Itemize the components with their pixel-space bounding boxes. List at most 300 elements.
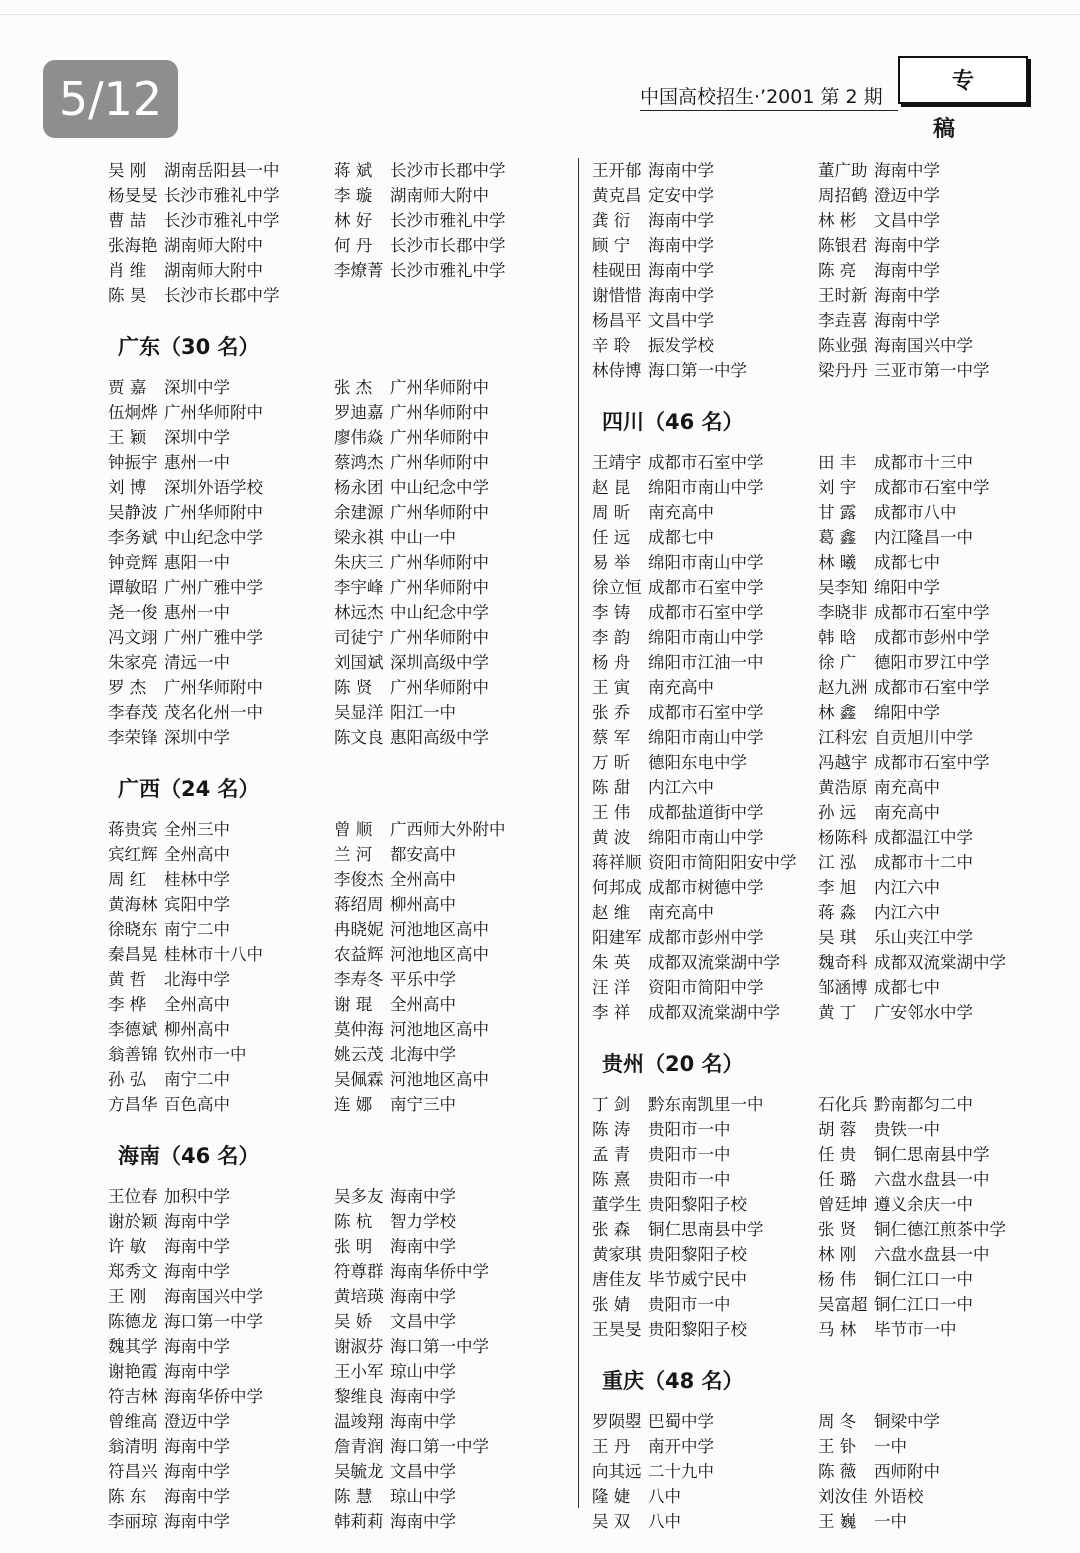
student-entry: [108, 842, 334, 867]
student-entry: [592, 1317, 818, 1342]
school-name: 海南中学: [164, 1512, 230, 1531]
student-entry: [818, 1192, 1044, 1217]
student-list: [108, 158, 578, 308]
school-name: 贵阳黎阳子校: [648, 1195, 747, 1214]
school-name: 外语校: [874, 1487, 924, 1506]
student-name: 谭敏昭: [108, 578, 158, 597]
school-name: 南充高中: [874, 803, 940, 822]
student-name: 李宇峰: [334, 578, 384, 597]
student-entry: [592, 258, 818, 283]
school-name: 绵阳市南山中学: [648, 628, 764, 647]
student-name: 李燎菁: [334, 261, 384, 280]
student-entry: [818, 850, 1044, 875]
school-name: 河池地区高中: [390, 945, 489, 964]
section-spacer: [592, 1342, 1062, 1353]
right-column: [592, 158, 1062, 1545]
student-name: 陈 涛: [592, 1120, 631, 1139]
student-entry: [108, 258, 334, 283]
student-entry: [108, 1209, 334, 1234]
school-name: 贵阳黎阳子校: [648, 1320, 747, 1339]
student-name: 李 祥: [592, 1003, 631, 1022]
student-name: 杨 舟: [592, 653, 631, 672]
student-name: 徐 广: [818, 653, 857, 672]
student-entry: [818, 258, 1044, 283]
student-entry: [108, 1092, 334, 1117]
student-name: 郑秀文: [108, 1262, 158, 1281]
student-name: 吴静波: [108, 503, 158, 522]
student-entry: [818, 1092, 1044, 1117]
school-name: 资阳市简阳中学: [648, 978, 764, 997]
student-entry: [108, 817, 334, 842]
student-name: 陈银君: [818, 236, 868, 255]
student-entry: [818, 308, 1044, 333]
student-name: 许 敏: [108, 1237, 147, 1256]
school-name: 海南华侨中学: [164, 1387, 263, 1406]
student-name: 蒋祥顺: [592, 853, 642, 872]
school-name: 成都市十二中: [874, 853, 973, 872]
student-entry: [108, 158, 334, 183]
province-section: [592, 1353, 1062, 1545]
student-entry: [818, 825, 1044, 850]
student-name: 朱 英: [592, 953, 631, 972]
student-name: 张 贤: [818, 1220, 857, 1239]
school-name: 广州华师附中: [164, 503, 263, 522]
student-name: 林远杰: [334, 603, 384, 622]
province-section: [108, 761, 578, 1128]
school-name: 海南中学: [390, 1237, 456, 1256]
student-name: 王位春: [108, 1187, 158, 1206]
student-name: 董广助: [818, 161, 868, 180]
section-spacer: [592, 383, 1062, 394]
student-name: 赵 维: [592, 903, 631, 922]
school-name: 成都市石室中学: [874, 678, 990, 697]
school-name: 北海中学: [390, 1045, 456, 1064]
student-entry: [818, 1142, 1044, 1167]
school-name: 湖南岳阳县一中: [164, 161, 280, 180]
school-name: 海南中学: [648, 286, 714, 305]
student-name: 姚云茂: [334, 1045, 384, 1064]
student-entry: [592, 1434, 818, 1459]
student-entry: [592, 575, 818, 600]
student-entry: [818, 1459, 1044, 1484]
student-entry: [818, 1292, 1044, 1317]
school-name: 广州华师附中: [390, 553, 489, 572]
student-name: 王 寅: [592, 678, 631, 697]
student-name: 韩 晗: [818, 628, 857, 647]
school-name: 桂林市十八中: [164, 945, 263, 964]
school-name: 成都市彭州中学: [874, 628, 990, 647]
student-entry: [818, 500, 1044, 525]
school-name: 海南中学: [874, 236, 940, 255]
school-name: 柳州高中: [164, 1020, 230, 1039]
school-name: 广州华师附中: [164, 678, 263, 697]
student-name: 王 伟: [592, 803, 631, 822]
student-entry: [334, 575, 560, 600]
student-entry: [818, 975, 1044, 1000]
school-name: 海口第一中学: [390, 1437, 489, 1456]
student-entry: [592, 1000, 818, 1025]
student-entry: [334, 650, 560, 675]
student-name: 吴 双: [592, 1512, 631, 1531]
school-name: 柳州高中: [390, 895, 456, 914]
page-indicator-badge: 5/12: [43, 60, 178, 138]
student-entry: [108, 650, 334, 675]
province-section: [108, 158, 578, 319]
school-name: 南充高中: [648, 678, 714, 697]
school-name: 海南中学: [390, 1387, 456, 1406]
province-section: [108, 1128, 578, 1545]
student-entry: [818, 1484, 1044, 1509]
student-name: 王时新: [818, 286, 868, 305]
student-name: 詹青润: [334, 1437, 384, 1456]
student-name: 宾红辉: [108, 845, 158, 864]
student-entry: [592, 475, 818, 500]
school-name: 惠阳一中: [164, 553, 230, 572]
student-name: 赵 昆: [592, 478, 631, 497]
student-entry: [818, 675, 1044, 700]
student-entry: [592, 850, 818, 875]
student-entry: [334, 1409, 560, 1434]
student-list: [108, 817, 578, 1117]
student-entry: [108, 1334, 334, 1359]
school-name: 广州华师附中: [390, 378, 489, 397]
student-name: 吴 刚: [108, 161, 147, 180]
school-name: 深圳中学: [164, 428, 230, 447]
school-name: 南宁三中: [390, 1095, 456, 1114]
student-name: 魏其学: [108, 1337, 158, 1356]
school-name: 广州华师附中: [390, 428, 489, 447]
student-name: 罗陨曌: [592, 1412, 642, 1431]
student-name: 甘 露: [818, 503, 857, 522]
student-entry: [334, 1509, 560, 1534]
student-entry: [592, 900, 818, 925]
student-name: 万 昕: [592, 753, 631, 772]
student-entry: [334, 475, 560, 500]
student-entry: [592, 1117, 818, 1142]
student-entry: [818, 775, 1044, 800]
student-entry: [334, 1017, 560, 1042]
student-name: 贾 嘉: [108, 378, 147, 397]
student-name: 梁永祺: [334, 528, 384, 547]
student-list: [592, 1409, 1062, 1534]
school-name: 北海中学: [164, 970, 230, 989]
school-name: 平乐中学: [390, 970, 456, 989]
student-entry: [108, 917, 334, 942]
student-entry: [334, 725, 560, 750]
student-name: 李 韵: [592, 628, 631, 647]
school-name: 深圳高级中学: [390, 653, 489, 672]
student-name: 赵九洲: [818, 678, 868, 697]
school-name: 巴蜀中学: [648, 1412, 714, 1431]
school-name: 全州高中: [164, 995, 230, 1014]
student-entry: [592, 950, 818, 975]
school-name: 惠州一中: [164, 453, 230, 472]
student-name: 蒋 淼: [818, 903, 857, 922]
student-name: 张 明: [334, 1237, 373, 1256]
school-name: 惠州一中: [164, 603, 230, 622]
student-entry: [334, 1484, 560, 1509]
school-name: 海南中学: [164, 1337, 230, 1356]
school-name: 文昌中学: [390, 1312, 456, 1331]
student-entry: [108, 992, 334, 1017]
student-name: 江科宏: [818, 728, 868, 747]
student-name: 吴毓龙: [334, 1462, 384, 1481]
student-name: 张 杰: [334, 378, 373, 397]
school-name: 广州华师附中: [164, 403, 263, 422]
student-entry: [334, 425, 560, 450]
school-name: 德阳东电中学: [648, 753, 747, 772]
school-name: 南开中学: [648, 1437, 714, 1456]
school-name: 海南中学: [390, 1187, 456, 1206]
school-name: 全州高中: [164, 845, 230, 864]
student-name: 连 娜: [334, 1095, 373, 1114]
student-entry: [818, 1509, 1044, 1534]
student-list: [108, 375, 578, 750]
school-name: 文昌中学: [390, 1462, 456, 1481]
school-name: 湖南师大附中: [164, 261, 263, 280]
student-entry: [108, 208, 334, 233]
student-name: 杨永团: [334, 478, 384, 497]
student-entry: [592, 1092, 818, 1117]
school-name: 桂林中学: [164, 870, 230, 889]
student-name: 李晓非: [818, 603, 868, 622]
student-name: 罗 杰: [108, 678, 147, 697]
student-entry: [592, 525, 818, 550]
student-name: 龚 衍: [592, 211, 631, 230]
student-entry: [592, 1484, 818, 1509]
student-name: 冯文翊: [108, 628, 158, 647]
student-entry: [334, 208, 560, 233]
student-entry: [108, 867, 334, 892]
student-name: 李俊杰: [334, 870, 384, 889]
student-name: 黄浩原: [818, 778, 868, 797]
school-name: 深圳中学: [164, 728, 230, 747]
school-name: 广州华师附中: [390, 403, 489, 422]
student-entry: [592, 800, 818, 825]
school-name: 长沙市长郡中学: [164, 286, 280, 305]
student-name: 伍炯烨: [108, 403, 158, 422]
student-name: 刘 博: [108, 478, 147, 497]
student-name: 刘汝佳: [818, 1487, 868, 1506]
school-name: 定安中学: [648, 186, 714, 205]
student-entry: [592, 975, 818, 1000]
student-entry: [108, 450, 334, 475]
student-entry: [592, 675, 818, 700]
student-entry: [108, 233, 334, 258]
school-name: 成都温江中学: [874, 828, 973, 847]
school-name: 成都市十三中: [874, 453, 973, 472]
school-name: 贵阳黎阳子校: [648, 1245, 747, 1264]
school-name: 成都市石室中学: [874, 603, 990, 622]
province-section: [592, 394, 1062, 1036]
school-name: 海南中学: [164, 1362, 230, 1381]
student-name: 张 森: [592, 1220, 631, 1239]
student-entry: [592, 1509, 818, 1534]
student-entry: [592, 775, 818, 800]
school-name: 长沙市长郡中学: [390, 161, 506, 180]
student-entry: [334, 1092, 560, 1117]
school-name: 广西师大外附中: [390, 820, 506, 839]
student-entry: [108, 967, 334, 992]
student-entry: [108, 1184, 334, 1209]
school-name: 铜仁思南县中学: [874, 1145, 990, 1164]
school-name: 西师附中: [874, 1462, 940, 1481]
school-name: 长沙市雅礼中学: [164, 186, 280, 205]
student-entry: [818, 800, 1044, 825]
student-name: 王昊旻: [592, 1320, 642, 1339]
student-name: 董学生: [592, 1195, 642, 1214]
student-name: 周 冬: [818, 1412, 857, 1431]
student-name: 林 刚: [818, 1245, 857, 1264]
school-name: 海南中学: [648, 161, 714, 180]
student-entry: [108, 550, 334, 575]
school-name: 一中: [874, 1512, 907, 1531]
student-name: 杨昌平: [592, 311, 642, 330]
school-name: 海南国兴中学: [164, 1287, 263, 1306]
student-name: 符昌兴: [108, 1462, 158, 1481]
school-name: 铜梁中学: [874, 1412, 940, 1431]
student-name: 黎维良: [334, 1387, 384, 1406]
student-entry: [334, 375, 560, 400]
school-name: 海南中学: [874, 286, 940, 305]
student-entry: [334, 942, 560, 967]
student-name: 顾 宁: [592, 236, 631, 255]
student-name: 杨 伟: [818, 1270, 857, 1289]
school-name: 湖南师大附中: [164, 236, 263, 255]
student-entry: [108, 400, 334, 425]
student-name: 刘国斌: [334, 653, 384, 672]
student-name: 任 远: [592, 528, 631, 547]
school-name: 二十九中: [648, 1462, 714, 1481]
student-name: 冉晓妮: [334, 920, 384, 939]
student-name: 刘 宇: [818, 478, 857, 497]
student-list: [592, 450, 1062, 1025]
student-entry: [818, 1267, 1044, 1292]
student-entry: [108, 1484, 334, 1509]
student-name: 吴 娇: [334, 1312, 373, 1331]
student-entry: [818, 233, 1044, 258]
student-name: 孟 青: [592, 1145, 631, 1164]
student-entry: [334, 400, 560, 425]
student-name: 黄 波: [592, 828, 631, 847]
student-entry: [592, 550, 818, 575]
student-entry: [334, 817, 560, 842]
column-tag-box: 专稿: [898, 56, 1028, 104]
school-name: 海南中学: [390, 1412, 456, 1431]
student-name: 蒋 斌: [334, 161, 373, 180]
school-name: 成都双流棠湖中学: [874, 953, 1006, 972]
student-entry: [334, 450, 560, 475]
student-entry: [592, 1267, 818, 1292]
student-entry: [334, 1234, 560, 1259]
student-name: 张 婧: [592, 1295, 631, 1314]
student-name: 辛 聆: [592, 336, 631, 355]
school-name: 广州华师附中: [390, 578, 489, 597]
school-name: 海南中学: [164, 1437, 230, 1456]
student-entry: [592, 233, 818, 258]
school-name: 中山纪念中学: [390, 478, 489, 497]
student-name: 张海艳: [108, 236, 158, 255]
school-name: 都安高中: [390, 845, 456, 864]
school-name: 广州华师附中: [390, 453, 489, 472]
student-entry: [108, 1309, 334, 1334]
student-name: 兰 河: [334, 845, 373, 864]
student-name: 黄克昌: [592, 186, 642, 205]
student-entry: [592, 183, 818, 208]
student-name: 王开郁: [592, 161, 642, 180]
student-entry: [108, 1384, 334, 1409]
school-name: 贵阳市一中: [648, 1170, 731, 1189]
student-name: 冯越宇: [818, 753, 868, 772]
student-name: 王小军: [334, 1362, 384, 1381]
province-heading: 广西（24 名）: [118, 777, 260, 801]
school-name: 海口第一中学: [390, 1337, 489, 1356]
student-name: 何邦成: [592, 878, 642, 897]
student-entry: [818, 475, 1044, 500]
student-entry: [592, 500, 818, 525]
student-name: 陈 慧: [334, 1487, 373, 1506]
student-entry: [818, 525, 1044, 550]
school-name: 成都市石室中学: [648, 453, 764, 472]
school-name: 内江六中: [874, 878, 940, 897]
student-entry: [334, 525, 560, 550]
student-entry: [592, 1409, 818, 1434]
student-entry: [818, 1434, 1044, 1459]
school-name: 海南中学: [164, 1262, 230, 1281]
school-name: 长沙市长郡中学: [390, 236, 506, 255]
school-name: 绵阳市江油一中: [648, 653, 764, 672]
school-name: 全州三中: [164, 820, 230, 839]
student-entry: [818, 183, 1044, 208]
student-entry: [334, 183, 560, 208]
school-name: 毕节威宁民中: [648, 1270, 747, 1289]
student-list: [592, 1092, 1062, 1342]
student-entry: [818, 900, 1044, 925]
student-entry: [334, 1042, 560, 1067]
school-name: 澄迈中学: [164, 1412, 230, 1431]
school-name: 海口第一中学: [648, 361, 747, 380]
student-entry: [108, 942, 334, 967]
school-name: 绵阳市南山中学: [648, 553, 764, 572]
student-name: 李 旭: [818, 878, 857, 897]
student-entry: [592, 308, 818, 333]
student-entry: [592, 1292, 818, 1317]
school-name: 中山纪念中学: [164, 528, 263, 547]
student-entry: [818, 750, 1044, 775]
student-entry: [334, 1284, 560, 1309]
school-name: 南充高中: [648, 903, 714, 922]
school-name: 八中: [648, 1487, 681, 1506]
student-name: 蒋贵宾: [108, 820, 158, 839]
school-name: 铜仁江口一中: [874, 1295, 973, 1314]
student-entry: [334, 500, 560, 525]
student-entry: [334, 1184, 560, 1209]
student-name: 李春茂: [108, 703, 158, 722]
school-name: 全州高中: [390, 995, 456, 1014]
student-entry: [334, 675, 560, 700]
school-name: 广州华师附中: [390, 678, 489, 697]
school-name: 茂名化州一中: [164, 703, 263, 722]
student-name: 王 颖: [108, 428, 147, 447]
student-name: 马 林: [818, 1320, 857, 1339]
school-name: 广州华师附中: [390, 503, 489, 522]
student-name: 江 泓: [818, 853, 857, 872]
student-entry: [108, 675, 334, 700]
student-name: 李荣锋: [108, 728, 158, 747]
student-list: [592, 158, 1062, 383]
student-entry: [334, 892, 560, 917]
student-name: 符吉林: [108, 1387, 158, 1406]
